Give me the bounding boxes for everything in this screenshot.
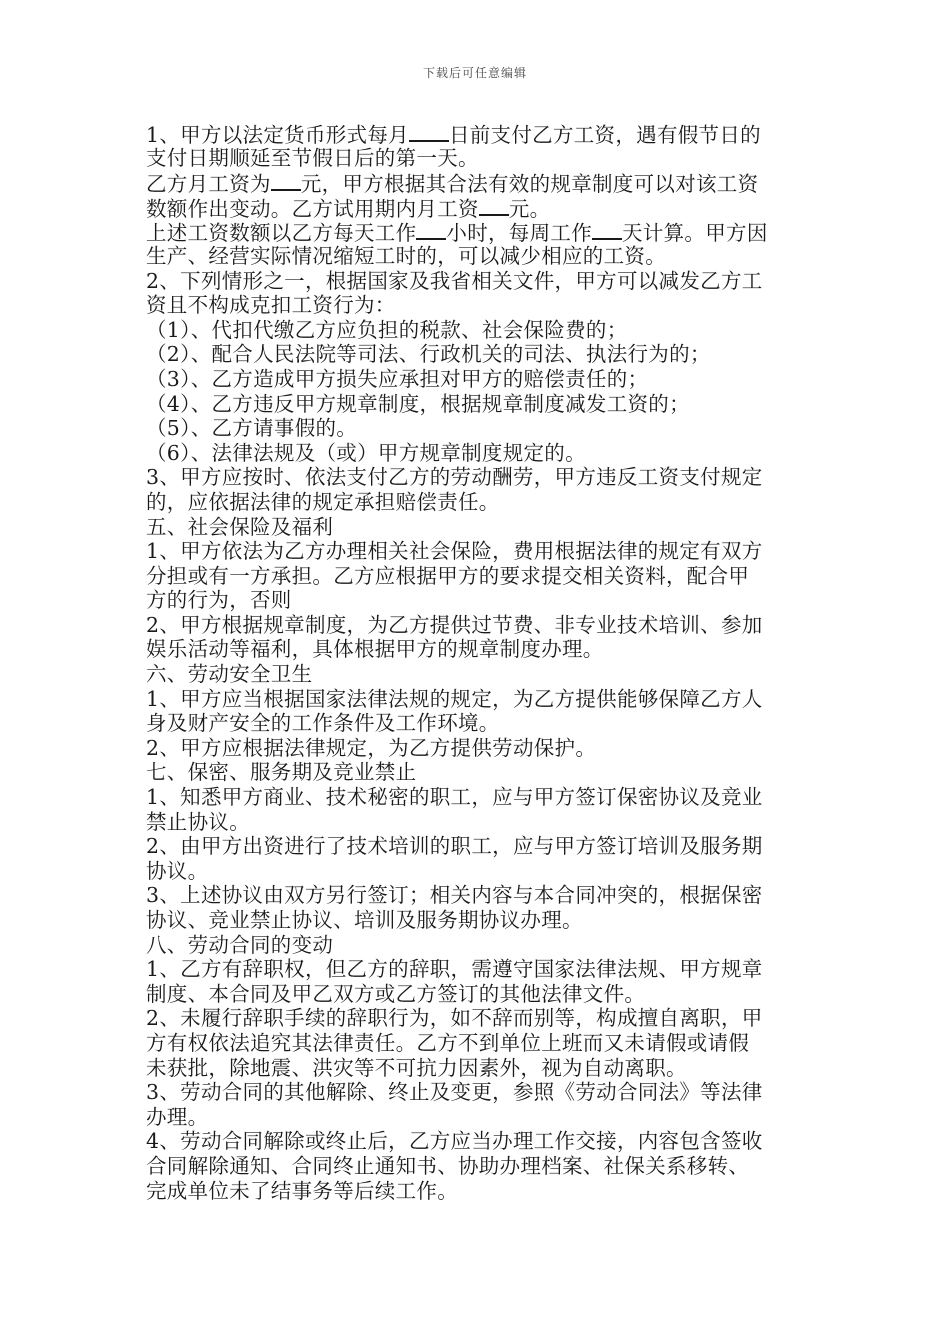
text-line	[146, 1179, 810, 1204]
text-span: 的，应依据法律的规定承担赔偿责任。	[146, 489, 500, 514]
text-span: 元，甲方根据其合法有效的规章制度可以对该工资	[300, 172, 759, 197]
text-line	[146, 687, 810, 712]
text-span: 3、劳动合同的其他解除、终止及变更，参照《劳动合同法》等法律	[146, 1080, 763, 1105]
text-span: 2、未履行辞职手续的辞职行为，如不辞而别等，构成擅自离职，甲	[146, 1006, 763, 1031]
text-span: （6）、法律法规及（或）甲方规章制度规定的。	[146, 440, 586, 465]
text-line	[146, 490, 810, 515]
text-span: 七、保密、服务期及竞业禁止	[146, 760, 417, 785]
text-span: 制度、本合同及甲乙双方或乙方签订的其他法律文件。	[146, 981, 646, 1006]
text-line	[146, 1154, 810, 1179]
text-line	[146, 810, 810, 835]
text-line	[146, 1031, 810, 1056]
text-line	[146, 834, 810, 859]
text-span: 1、甲方应当根据国家法律法规的规定，为乙方提供能够保障乙方人	[146, 686, 763, 711]
text-span: 协议。	[146, 858, 209, 883]
fill-in-blank	[271, 170, 301, 191]
page-header: 下载后可任意编辑	[422, 66, 527, 80]
text-span: 方的行为，否则	[146, 588, 292, 613]
text-span: （3）、乙方造成甲方损失应承担对甲方的赔偿责任的；	[146, 366, 649, 391]
text-span: 数额作出变动。乙方试用期内月工资	[146, 196, 479, 221]
text-span: 资且不构成克扣工资行为：	[146, 293, 396, 318]
text-span: 3、甲方应按时、依法支付乙方的劳动酬劳，甲方违反工资支付规定	[146, 465, 763, 490]
text-line	[146, 219, 810, 244]
text-span: 2、由甲方出资进行了技术培训的职工，应与甲方签订培训及服务期	[146, 834, 763, 859]
text-span: 协议、竞业禁止协议、培训及服务期协议办理。	[146, 908, 583, 932]
text-span: 五、社会保险及福利	[146, 514, 334, 539]
text-span: 乙方月工资为	[146, 172, 271, 197]
text-span: 日前支付乙方工资，遇有假节日的	[448, 123, 761, 147]
text-span: 未获批，除地震、洪灾等不可抗力因素外，视为自动离职。	[146, 1055, 687, 1080]
text-span: 支付日期顺延至节假日后的第一天。	[146, 145, 479, 170]
section-heading	[146, 933, 810, 958]
text-line	[146, 1129, 810, 1154]
text-span: 上述工资数额以乙方每天工作	[146, 221, 417, 246]
text-line	[146, 982, 810, 1007]
text-span: 办理。	[146, 1104, 209, 1129]
text-line	[146, 269, 810, 294]
text-line	[146, 392, 810, 417]
text-span: 元。	[508, 196, 551, 221]
text-span: 2、甲方根据规章制度，为乙方提供过节费、非专业技术培训、参加	[146, 612, 763, 637]
text-span: 4、劳动合同解除或终止后，乙方应当办理工作交接，内容包含签收	[146, 1129, 763, 1154]
text-line	[146, 957, 810, 982]
text-line	[146, 588, 810, 613]
section-heading	[146, 662, 810, 687]
text-span: 2、下列情形之一，根据国家及我省相关文件，甲方可以减发乙方工	[146, 268, 763, 293]
text-line	[146, 318, 810, 343]
text-line	[146, 613, 810, 638]
text-span: 1、甲方依法为乙方办理相关社会保险，费用根据法律的规定有双方	[146, 539, 763, 564]
text-line	[146, 711, 810, 736]
fill-in-blank	[479, 195, 509, 216]
text-line	[146, 367, 810, 392]
text-span: 分担或有一方承担。乙方应根据甲方的要求提交相关资料，配合甲	[146, 563, 750, 588]
text-line	[146, 465, 810, 490]
text-span: 1、乙方有辞职权，但乙方的辞职，需遵守国家法律法规、甲方规章	[146, 957, 763, 982]
text-line	[146, 736, 810, 761]
text-span: （4）、乙方违反甲方规章制度，根据规章制度减发工资的；	[146, 391, 690, 416]
text-span: 八、劳动合同的变动	[146, 932, 334, 957]
text-line	[146, 539, 810, 564]
text-line	[146, 1105, 810, 1130]
text-line	[146, 785, 810, 810]
text-line	[146, 1056, 810, 1081]
text-line	[146, 244, 810, 269]
text-span: 1、甲方以法定货币形式每月	[146, 123, 409, 147]
text-line	[146, 883, 810, 908]
text-span: 身及财产安全的工作条件及工作环境。	[146, 711, 500, 736]
text-line	[146, 195, 810, 220]
document-body	[146, 121, 810, 1203]
text-span: 完成单位未了结事务等后续工作。	[146, 1178, 458, 1203]
text-span: 1、知悉甲方商业、技术秘密的职工，应与甲方签订保密协议及竞业	[146, 785, 763, 810]
text-line	[146, 1006, 810, 1031]
text-span: （2）、配合人民法院等司法、行政机关的司法、执法行为的；	[146, 342, 711, 367]
text-line	[146, 342, 810, 367]
text-span: 小时，每周工作	[446, 221, 593, 246]
text-line	[146, 146, 810, 171]
text-line	[146, 416, 810, 441]
text-span: 2、甲方应根据法律规定，为乙方提供劳动保护。	[146, 735, 597, 760]
text-span: （1）、代扣代缴乙方应负担的税款、社会保险费的；	[146, 317, 628, 342]
text-span: 生产、经营实际情况缩短工时的，可以减少相应的工资。	[146, 243, 666, 268]
text-line	[146, 564, 810, 589]
text-line	[146, 441, 810, 466]
text-line	[146, 121, 810, 146]
text-line	[146, 859, 810, 884]
fill-in-blank	[592, 219, 622, 240]
text-line	[146, 1080, 810, 1105]
text-line	[146, 637, 810, 662]
text-line	[146, 293, 810, 318]
text-span: （5）、乙方请事假的。	[146, 416, 358, 441]
section-heading	[146, 515, 810, 540]
text-span: 天计算。甲方因	[622, 221, 768, 246]
text-line	[146, 170, 810, 195]
text-span: 方有权依法追究其法律责任。乙方不到单位上班而又未请假或请假	[146, 1030, 750, 1055]
text-span: 禁止协议。	[146, 809, 250, 834]
text-span: 娱乐活动等福利，具体根据甲方的规章制度办理。	[146, 637, 604, 662]
fill-in-blank	[409, 121, 449, 142]
fill-in-blank	[416, 219, 446, 240]
text-span: 六、劳动安全卫生	[146, 662, 313, 687]
text-span: 合同解除通知、合同终止通知书、协助办理档案、社保关系移转、	[146, 1153, 750, 1178]
text-line	[146, 908, 810, 933]
section-heading	[146, 760, 810, 785]
text-span: 3、上述协议由双方另行签订；相关内容与本合同冲突的，根据保密	[146, 883, 763, 908]
